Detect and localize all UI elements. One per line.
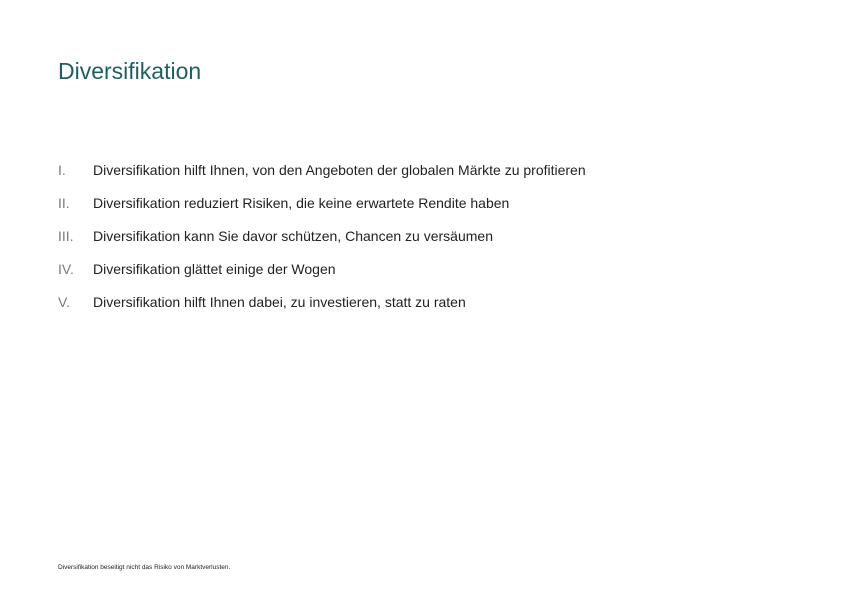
- footnote: Diversifikation beseitigt nicht das Risiko von Marktverlusten.: [58, 564, 231, 571]
- slide-title: Diversifikation: [58, 58, 202, 84]
- list-item-text: Diversifikation reduziert Risiken, die keine erwartete Rendite haben: [93, 195, 510, 211]
- list-numeral: IV.: [58, 261, 74, 277]
- list-item-text: Diversifikation hilft Ihnen dabei, zu investieren, statt zu raten: [93, 294, 466, 310]
- list-item-text: Diversifikation kann Sie davor schützen, Chancen zu versäumen: [93, 228, 493, 244]
- list-numeral: I.: [58, 162, 66, 178]
- list-numeral: V.: [58, 294, 70, 310]
- list-numeral: II.: [58, 195, 70, 211]
- list-item-text: Diversifikation hilft Ihnen, von den Angeboten der globalen Märkte zu profitieren: [93, 162, 586, 178]
- list-item-text: Diversifikation glättet einige der Wogen: [93, 261, 336, 277]
- list-numeral: III.: [58, 228, 74, 244]
